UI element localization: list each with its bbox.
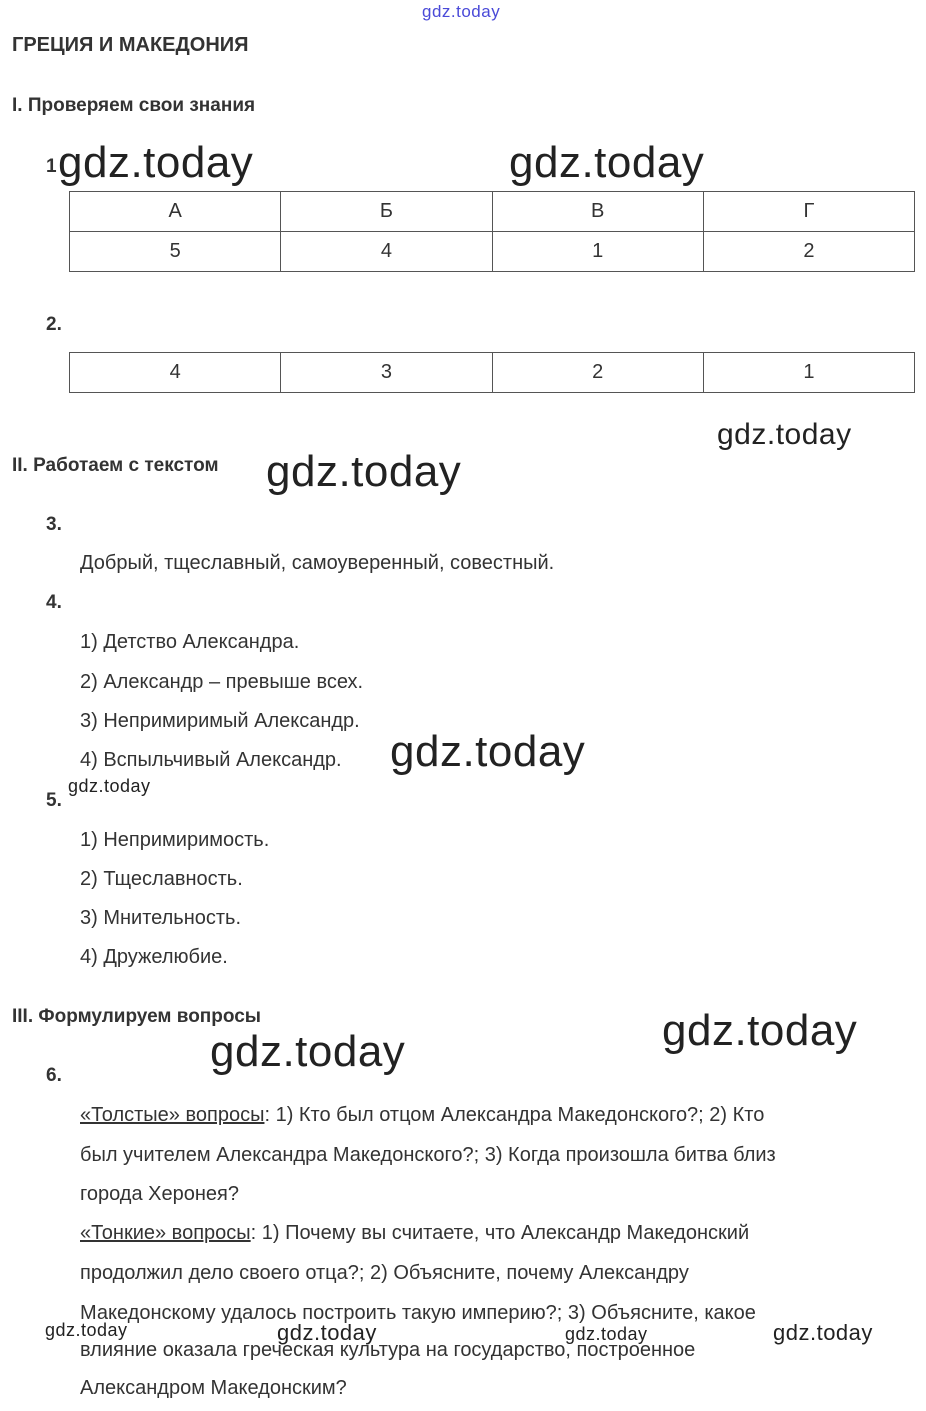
thin-questions-label: «Тонкие» вопросы [80,1222,251,1244]
watermark: gdz.today [717,418,852,451]
thick-questions-text: : 1) Кто был отцом Александра Македонского?; 2) Кто [264,1104,765,1126]
watermark: gdz.today [390,727,586,776]
table-cell: 5 [70,232,281,272]
list-item: 4) Вспыльчивый Александр. [80,749,342,771]
thin-questions-line-2: продолжил дело своего отца?; 2) Объясните, почему Александру [80,1262,689,1284]
table-cell: 2 [492,353,703,393]
table-cell: 1 [703,353,914,393]
question-2-label: 2. [46,314,62,335]
thin-questions-line-4: влияние оказала греческая культура на государство, построенное [80,1339,696,1361]
thick-questions-line-2: был учителем Александра Македонского?; 3) Когда произошла битва близ [80,1144,776,1166]
table-header-cell: В [492,192,703,232]
watermark: gdz.today [45,1320,128,1340]
section-heading-2: II. Работаем с текстом [12,455,219,476]
table-cell: 4 [281,232,492,272]
table-cell: 1 [492,232,703,272]
table-row [70,232,915,272]
section-heading-3: III. Формулируем вопросы [12,1006,262,1027]
watermark: gdz.today [773,1320,873,1345]
list-item: 2) Тщеславность. [80,868,243,890]
list-item: 3) Мнительность. [80,907,242,929]
thick-questions-label: «Толстые» вопросы [80,1104,265,1126]
watermark: gdz.today [565,1324,648,1344]
question-4-label: 4. [46,592,62,613]
question-3-label: 3. [46,514,62,535]
page-title: ГРЕЦИЯ И МАКЕДОНИЯ [12,34,249,56]
watermark: gdz.today [68,776,151,796]
thin-questions-line-5: Александром Македонским? [80,1377,347,1399]
watermark: gdz.today [58,138,254,187]
thin-questions-text: : 1) Почему вы считаете, что Александр Македонский [250,1222,750,1244]
question-1-table [69,191,915,272]
question-6-label: 6. [46,1065,62,1086]
thin-questions-line-1 [80,1222,749,1245]
thick-questions-line-3: города Херонея? [80,1183,239,1205]
list-item: 2) Александр – превыше всех. [80,671,364,693]
table-header-row [70,192,915,232]
list-item: 1) Непримиримость. [80,829,270,851]
list-item: 3) Непримиримый Александр. [80,710,360,732]
watermark: gdz.today [277,1320,377,1345]
table-cell: 4 [70,353,281,393]
section-heading-1: I. Проверяем свои знания [12,95,256,116]
table-header-cell: Б [281,192,492,232]
thin-questions-line-3: Македонскому удалось построить такую империю?; 3) Объясните, какое [80,1302,756,1324]
watermark: gdz.today [210,1027,406,1076]
table-cell: 3 [281,353,492,393]
table-header-cell: А [70,192,281,232]
watermark: gdz.today [662,1006,858,1055]
question-3-answer: Добрый, тщеславный, самоуверенный, совестный. [80,552,555,574]
watermark: gdz.today [509,138,705,187]
watermark: gdz.today [266,447,462,496]
list-item: 4) Дружелюбие. [80,946,228,968]
question-5-label: 5. [46,790,62,811]
watermark-top: gdz.today [422,2,501,21]
table-row [70,353,915,393]
table-cell: 2 [703,232,914,272]
question-2-table [69,352,915,393]
list-item: 1) Детство Александра. [80,631,300,653]
question-1-label: 1 [46,156,57,177]
table-header-cell: Г [703,192,914,232]
thick-questions-line-1 [80,1104,764,1127]
